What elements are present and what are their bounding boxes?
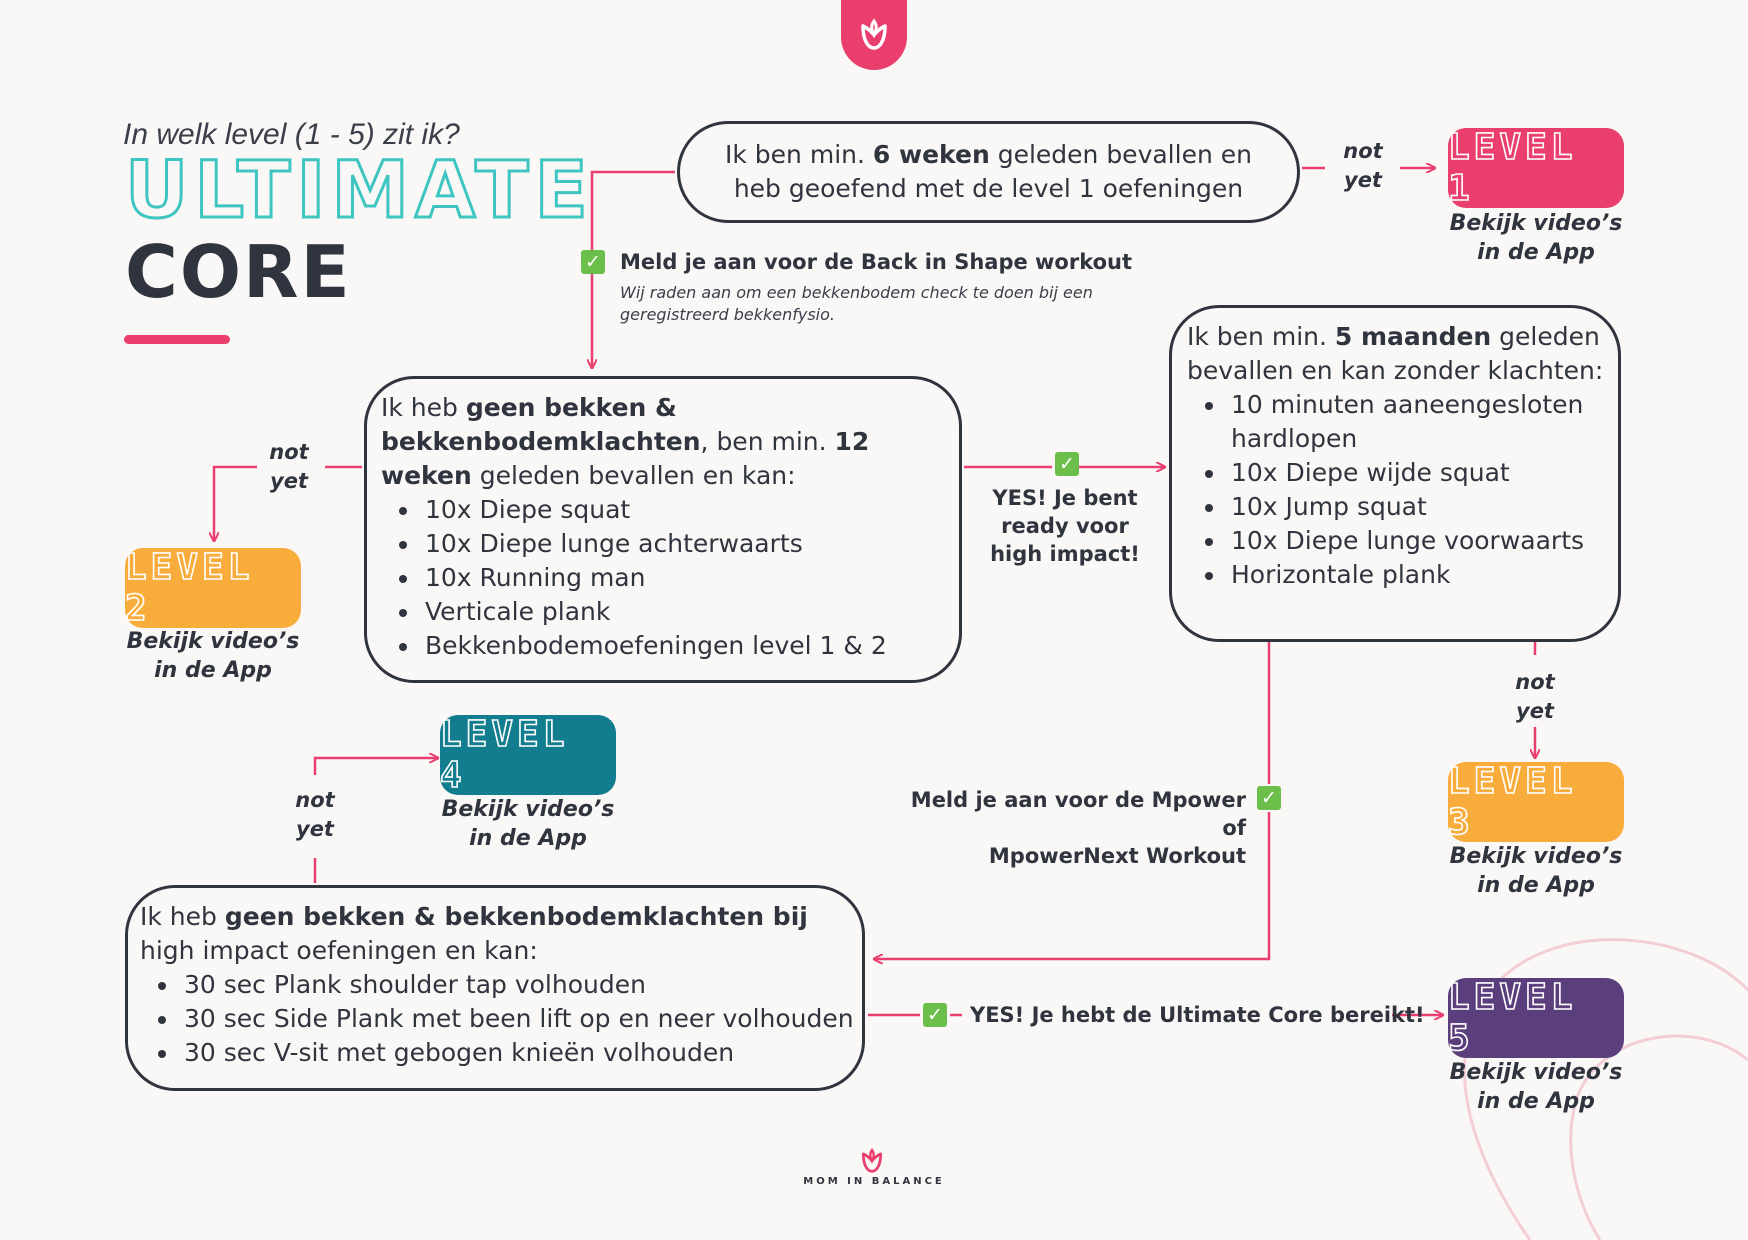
box2-text-bold2: 12 weken	[381, 427, 870, 490]
app-link-line1: Bekijk video’s	[126, 629, 300, 654]
not-yet-line2: yet	[1344, 168, 1382, 192]
box2-text-post: geleden bevallen en kan:	[471, 461, 796, 490]
box2-text-mid: , ben min.	[700, 427, 835, 456]
pelvic-floor-check-note: Wij raden aan om een bekkenbodem check te doen bij een geregistreerd bekkenfysio.	[620, 283, 1093, 324]
level-1-label: LEVEL 1	[1448, 127, 1577, 209]
level-4-badge[interactable]	[440, 715, 616, 795]
list-item: • 10x Running man	[421, 561, 949, 595]
box4-text-post: high impact oefeningen en kan:	[140, 936, 538, 965]
list-item: • 10x Diepe squat	[421, 493, 949, 527]
not-yet-label	[1495, 668, 1575, 726]
not-yet-line2: yet	[270, 469, 308, 493]
level-3-label: LEVEL 3	[1448, 761, 1577, 843]
app-link-line2: in de App	[1477, 1089, 1595, 1114]
brand-name: MOM IN BALANCE	[803, 1176, 945, 1187]
level-2-badge[interactable]	[125, 548, 301, 628]
level-2-label: LEVEL 2	[125, 547, 254, 629]
logo-tab	[841, 0, 907, 70]
title-underline	[124, 335, 230, 344]
box3-text-bold: 5 maanden	[1334, 322, 1492, 351]
level-3-badge[interactable]	[1448, 762, 1624, 842]
app-link-line1: Bekijk video’s	[1449, 211, 1623, 236]
not-yet-line1: not	[295, 788, 335, 812]
list-item: • 30 sec Side Plank met been lift op en neer volhouden	[180, 1002, 854, 1036]
box1-text-bold: 6 weken	[872, 140, 990, 169]
question-box-6-weeks	[677, 121, 1300, 223]
level-5-label: LEVEL 5	[1448, 977, 1577, 1059]
brand-tulip-icon	[857, 1146, 887, 1176]
list-item: • Horizontale plank	[1227, 558, 1610, 592]
box4-intro	[140, 900, 854, 968]
question-box-high-impact	[125, 885, 865, 1091]
level-3-app-link[interactable]	[1436, 842, 1636, 900]
title-core: CORE	[125, 230, 352, 314]
list-item: • 10x Jump squat	[1227, 490, 1610, 524]
box2-list	[381, 493, 949, 663]
question-box-5-months	[1169, 305, 1621, 642]
checkmark-icon: ✓	[923, 1003, 947, 1027]
level-5-app-link[interactable]	[1436, 1058, 1636, 1116]
title-ultimate: ULTIMATE	[125, 146, 594, 236]
not-yet-label	[275, 786, 355, 844]
list-item: • 30 sec V-sit met gebogen knieën volhouden	[180, 1036, 854, 1070]
level-1-badge[interactable]	[1448, 128, 1624, 208]
not-yet-label	[1323, 137, 1403, 195]
box2-text-bold1: geen bekken & bekkenbodemklachten	[381, 393, 701, 456]
question-box-12-weeks	[364, 376, 962, 683]
box3-text-post: geleden bevallen en kan zonder klachten:	[1187, 322, 1604, 385]
box4-text-pre: Ik heb	[140, 902, 225, 931]
box1-text-pre: Ik ben min.	[725, 140, 873, 169]
page-subtitle: In welk level (1 - 5) zit ik?	[123, 118, 460, 151]
not-yet-label	[249, 438, 329, 496]
list-item: • 30 sec Plank shoulder tap volhouden	[180, 968, 854, 1002]
app-link-line1: Bekijk video’s	[1449, 844, 1623, 869]
not-yet-line2: yet	[296, 817, 334, 841]
list-item: • 10 minuten aaneengesloten hardlopen	[1227, 388, 1610, 456]
ultimate-core-reached-label: YES! Je hebt de Ultimate Core bereikt!	[970, 1003, 1425, 1027]
tulip-logo-icon	[855, 16, 893, 54]
box3-list	[1187, 388, 1610, 592]
box2-intro	[381, 391, 949, 493]
not-yet-line1: not	[1343, 139, 1383, 163]
box3-text-pre: Ik ben min.	[1187, 322, 1335, 351]
not-yet-line1: not	[269, 440, 309, 464]
mpower-line1: Meld je aan voor de Mpower of	[910, 788, 1246, 840]
not-yet-line2: yet	[1516, 699, 1554, 723]
box3-intro	[1187, 320, 1610, 388]
list-item: • 10x Diepe wijde squat	[1227, 456, 1610, 490]
app-link-line1: Bekijk video’s	[441, 797, 615, 822]
mpower-signup	[880, 786, 1246, 870]
back-in-shape-signup: Meld je aan voor de Back in Shape workout	[620, 250, 1133, 274]
app-link-line2: in de App	[154, 658, 272, 683]
box1-text-post: geleden bevallen en heb geoefend met de level 1 oefeningen	[733, 140, 1252, 203]
mpower-line2: MpowerNext Workout	[988, 844, 1246, 868]
box4-list	[140, 968, 854, 1070]
level-5-badge[interactable]	[1448, 978, 1624, 1058]
list-item: • Verticale plank	[421, 595, 949, 629]
checkmark-icon: ✓	[1257, 786, 1281, 810]
level-1-app-link[interactable]	[1436, 209, 1636, 267]
box4-text-bold: geen bekken & bekkenbodemklachten bij	[224, 902, 808, 931]
high-impact-ready-label: YES! Je bent ready voor high impact!	[990, 486, 1140, 566]
box2-text-pre: Ik heb	[381, 393, 466, 422]
app-link-line1: Bekijk video’s	[1449, 1060, 1623, 1085]
list-item: • Bekkenbodemoefeningen level 1 & 2	[421, 629, 949, 663]
app-link-line2: in de App	[1477, 873, 1595, 898]
checkmark-icon: ✓	[1055, 452, 1079, 476]
app-link-line2: in de App	[469, 826, 587, 851]
not-yet-line1: not	[1515, 670, 1555, 694]
level-2-app-link[interactable]	[113, 627, 313, 685]
checkmark-icon: ✓	[581, 250, 605, 274]
list-item: • 10x Diepe lunge voorwaarts	[1227, 524, 1610, 558]
level-4-label: LEVEL 4	[440, 714, 569, 796]
level-4-app-link[interactable]	[428, 795, 628, 853]
list-item: • 10x Diepe lunge achterwaarts	[421, 527, 949, 561]
app-link-line2: in de App	[1477, 240, 1595, 265]
